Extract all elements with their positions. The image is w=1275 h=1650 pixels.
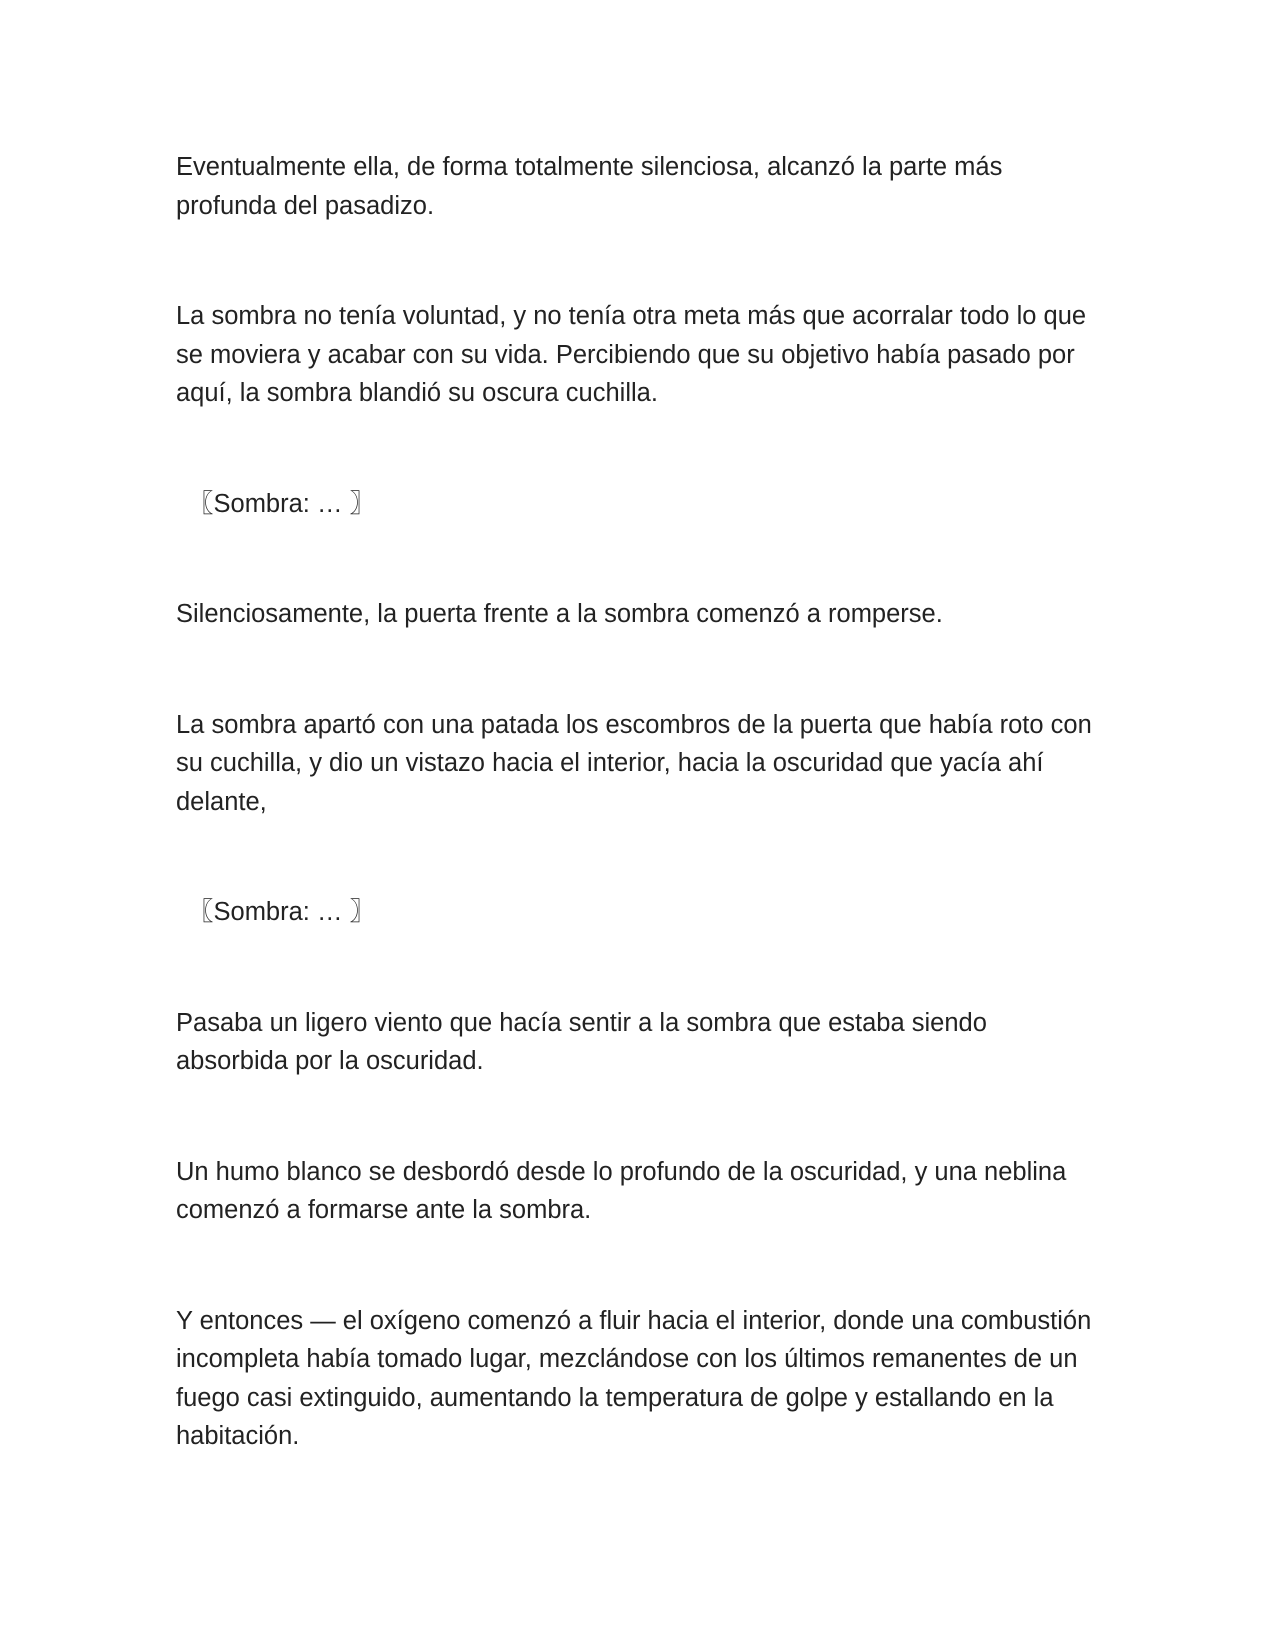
paragraph: Silenciosamente, la puerta frente a la sombra comenzó a romperse.	[176, 600, 943, 628]
paragraph: Un humo blanco se desbordó desde lo profundo de la oscuridad, y una neblina comenzó a formarse ante la sombra.	[176, 1157, 1067, 1224]
paragraph: Eventualmente ella, de forma totalmente silenciosa, alcanzó la parte más profunda del pasadizo.	[176, 153, 1003, 220]
dialog-line: 〖Sombra: … 〗	[188, 489, 376, 518]
dialog-line: 〖Sombra: … 〗	[188, 898, 376, 926]
document-body	[176, 148, 1096, 1456]
paragraph: La sombra no tenía voluntad, y no tenía otra meta más que acorralar todo lo que se moviera y acabar con su vida. Percibiendo que su objetivo había pasado por aquí, la sombra blandió su oscura cuchilla.	[176, 302, 1087, 407]
paragraph: La sombra apartó con una patada los escombros de la puerta que había roto con su cuchilla, y dio un vistazo hacia el interior, hacia la oscuridad que yacía ahí delante,	[176, 710, 1092, 816]
paragraph: Y entonces — el oxígeno comenzó a fluir hacia el interior, donde una combustión incompleta había tomado lugar, mezclándose con los últimos remanentes de un fuego casi extinguido, aumentando la temperatura de golpe y estallando en la habitación.	[176, 1306, 1092, 1450]
paragraph: Pasaba un ligero viento que hacía sentir a la sombra que estaba siendo absorbida por la oscuridad.	[176, 1008, 987, 1075]
